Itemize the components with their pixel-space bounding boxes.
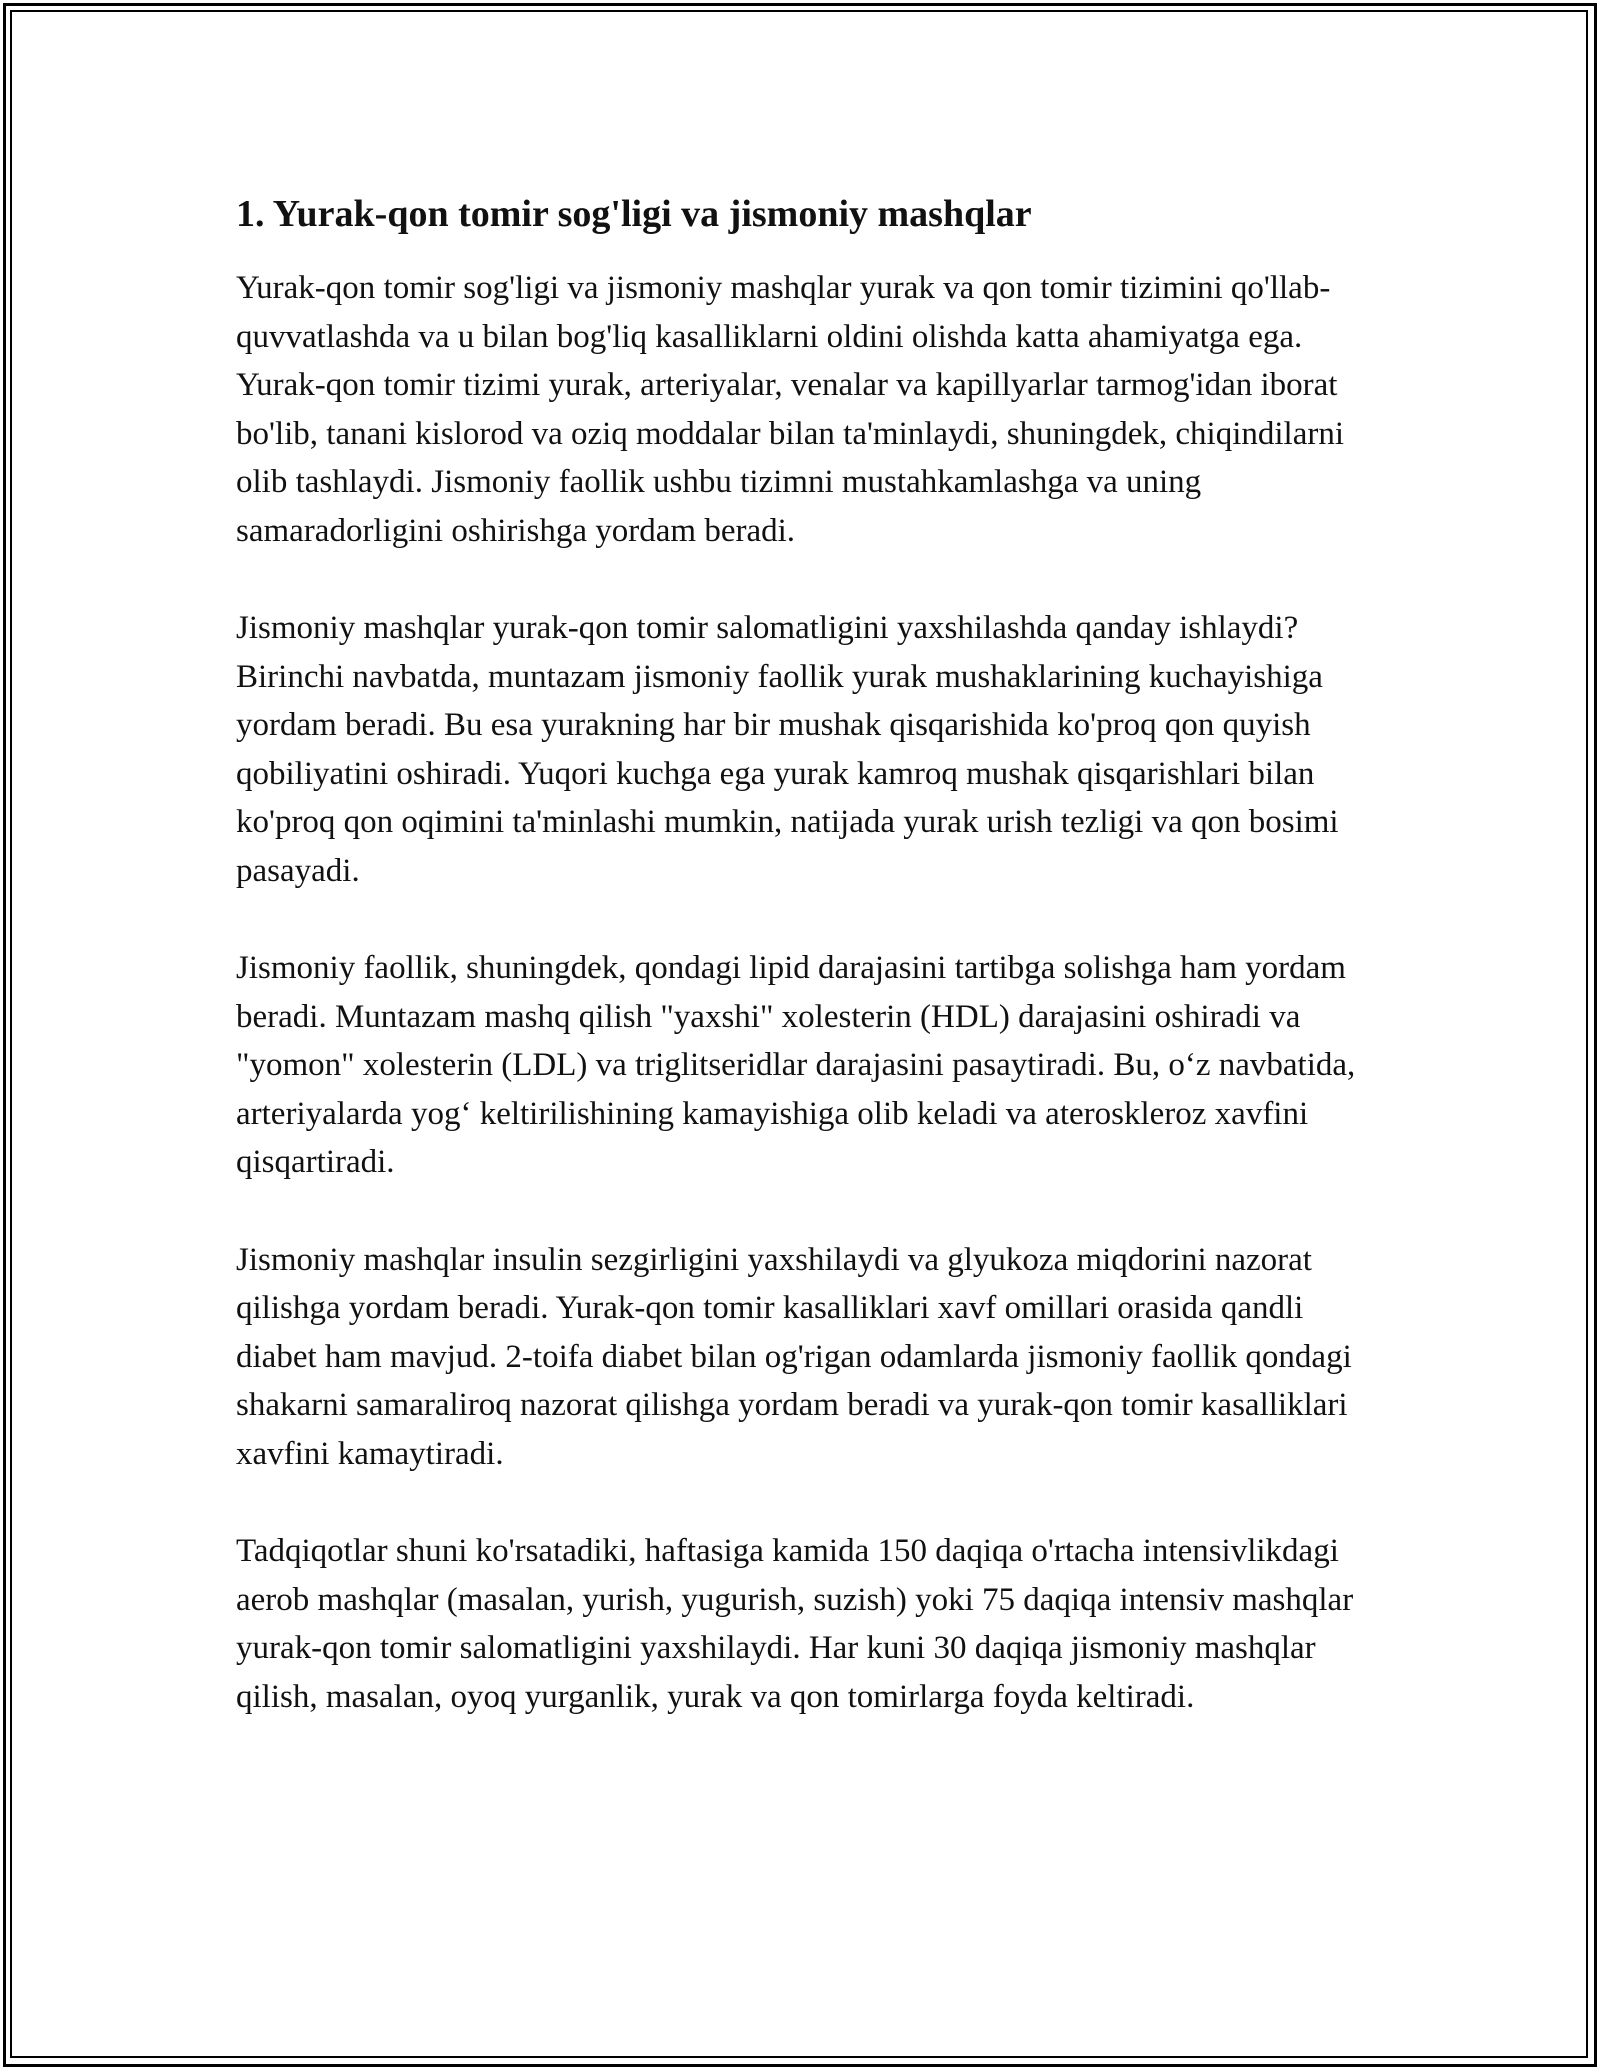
paragraph-4: Jismoniy mashqlar insulin sezgirligini yaxshilaydi va glyukoza miqdorini nazorat qilishga yordam beradi. Yurak-qon tomir kasalliklari xavf omillari orasida qandli diabet ham mavjud. 2-toifa diabet bilan og'rigan odamlarda jismoniy faollik qondagi shakarni samaraliroq nazorat qilishga yordam beradi va yurak-qon tomir kasalliklari xavfini kamaytiradi.: [236, 1241, 1352, 1472]
paragraph-1: Yurak-qon tomir sog'ligi va jismoniy mashqlar yurak va qon tomir tizimini qo'llab-quvvatlashda va u bilan bog'liq kasalliklarni oldini olishda katta ahamiyatga ega. Yurak-qon tomir tizimi yurak, arteriyalar, venalar va kapillyarlar tarmog'idan iborat bo'lib, tanani kislorod va oziq moddalar bilan ta'minlaydi, shuningdek, chiqindilarni olib tashlaydi. Jismoniy faollik ushbu tizimni mustahkamlashga va uning samaradorligini oshirishga yordam beradi.: [236, 270, 1345, 549]
document-body: [236, 182, 1366, 1770]
paragraph-2: Jismoniy mashqlar yurak-qon tomir salomatligini yaxshilashda qanday ishlaydi? Birinchi navbatda, muntazam jismoniy faollik yurak mushaklarining kuchayishiga yordam beradi. Bu esa yurakning har bir mushak qisqarishida ko'proq qon quyish qobiliyatini oshiradi. Yuqori kuchga ega yurak kamroq mushak qisqarishlari bilan ko'proq qon oqimini ta'minlashi mumkin, natijada yurak urish tezligi va qon bosimi pasayadi.: [236, 610, 1339, 889]
paragraph-3: Jismoniy faollik, shuningdek, qondagi lipid darajasini tartibga solishga ham yordam beradi. Muntazam mashq qilish "yaxshi" xolesterin (HDL) darajasini oshiradi va "yomon" xolesterin (LDL) va triglitseridlar darajasini pasaytiradi. Bu, o‘z navbatida, arteriyalarda yog‘ keltirilishining kamayishiga olib keladi va ateroskleroz xavfini qisqartiradi.: [236, 950, 1356, 1180]
paragraph-5: Tadqiqotlar shuni ko'rsatadiki, haftasiga kamida 150 daqiqa o'rtacha intensivlikdagi aerob mashqlar (masalan, yurish, yugurish, suzish) yoki 75 daqiqa intensiv mashqlar yurak-qon tomir salomatligini yaxshilaydi. Har kuni 30 daqiqa jismoniy mashqlar qilish, masalan, oyoq yurganlik, yurak va qon tomirlarga foyda keltiradi.: [236, 1533, 1354, 1715]
section-heading: 1. Yurak-qon tomir sog'ligi va jismoniy mashqlar: [236, 193, 1032, 235]
